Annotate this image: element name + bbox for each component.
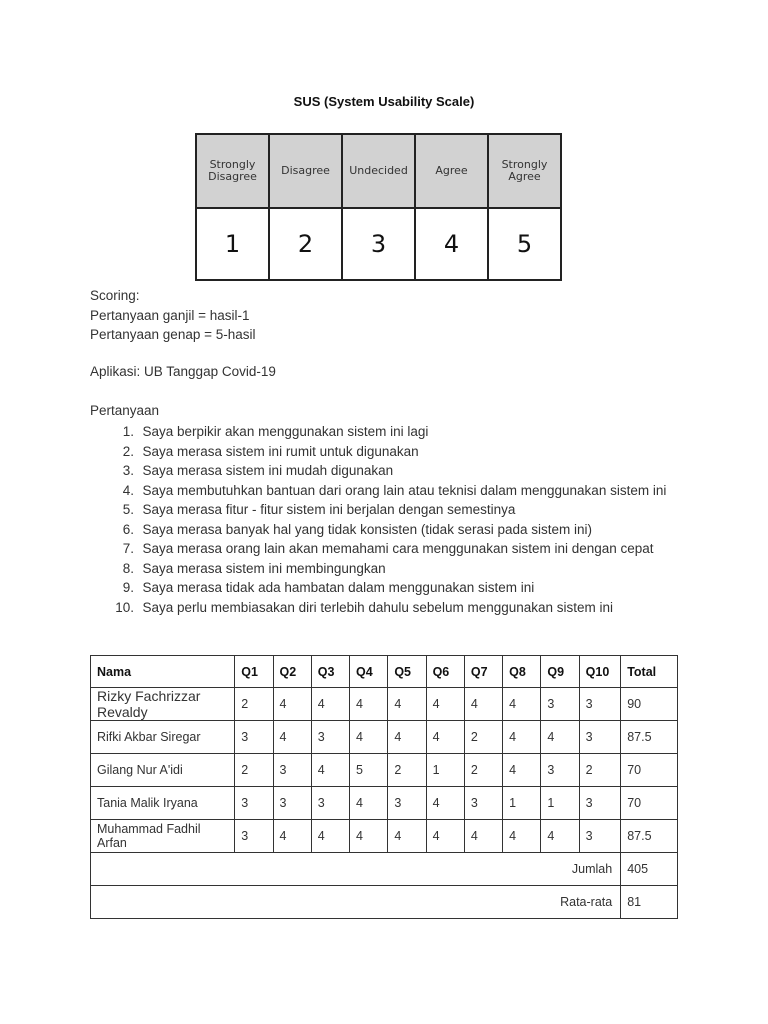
column-header: Q6: [426, 656, 464, 688]
question-text: Saya merasa sistem ini rumit untuk digunakan: [142, 443, 419, 459]
table-row: [91, 820, 678, 853]
page-title: SUS (System Usability Scale): [293, 94, 475, 109]
scale-label-3: Undecided: [342, 134, 415, 208]
scores-table: [90, 655, 678, 919]
column-header: Q1: [235, 656, 273, 688]
scale-value-4: 4: [415, 208, 488, 280]
question-text: Saya merasa sistem ini membingungkan: [142, 560, 386, 576]
question-text: Saya membutuhkan bantuan dari orang lain atau teknisi dalam menggunakan sistem ini: [142, 482, 667, 498]
scoring-odd-rule: Pertanyaan ganjil = hasil-1: [90, 307, 250, 323]
score-cell: 4: [350, 721, 388, 754]
question-item: [90, 598, 666, 618]
score-cell: 2: [388, 754, 426, 787]
question-item: [90, 461, 666, 481]
score-cell: 4: [273, 820, 311, 853]
score-cell: 4: [350, 820, 388, 853]
question-number: 4.: [122, 482, 134, 498]
table-row: [91, 754, 678, 787]
scoring-heading: Scoring:: [90, 288, 140, 303]
question-number: 6.: [122, 521, 134, 537]
column-header: Q2: [273, 656, 311, 688]
question-item: [90, 422, 666, 442]
scale-label-1: Strongly Disagree: [196, 134, 269, 208]
scale-value-2: 2: [269, 208, 342, 280]
score-cell: 1: [426, 754, 464, 787]
column-header: Q7: [464, 656, 502, 688]
score-cell: 3: [235, 820, 273, 853]
question-number: 3.: [122, 463, 134, 478]
question-number: 7.: [122, 541, 134, 556]
score-cell: 4: [503, 754, 541, 787]
score-cell: 3: [235, 721, 273, 754]
score-cell: 4: [464, 820, 502, 853]
score-cell: 70: [621, 787, 678, 820]
column-header: Q10: [579, 656, 621, 688]
score-cell: 4: [503, 820, 541, 853]
column-header: Nama: [91, 656, 235, 688]
question-text: Saya merasa fitur - fitur sistem ini berjalan dengan semestinya: [142, 502, 516, 517]
column-header: Total: [621, 656, 678, 688]
summary-value: 81: [621, 886, 678, 919]
score-cell: 4: [388, 688, 426, 721]
score-cell: 3: [579, 787, 621, 820]
scale-label-4: Agree: [415, 134, 488, 208]
column-header: Q9: [541, 656, 579, 688]
score-cell: 4: [541, 820, 579, 853]
scale-values-row: [196, 208, 561, 280]
participant-name-cell: Gilang Nur A'idi: [91, 754, 235, 787]
score-cell: 4: [464, 688, 502, 721]
score-cell: 87.5: [621, 721, 678, 754]
question-text: Saya merasa banyak hal yang tidak konsisten (tidak serasi pada sistem ini): [142, 521, 592, 537]
score-cell: 1: [503, 787, 541, 820]
summary-row: [91, 853, 678, 886]
scale-value-5: 5: [488, 208, 561, 280]
summary-value: 405: [621, 853, 678, 886]
question-number: 10.: [115, 599, 134, 615]
score-cell: 4: [388, 820, 426, 853]
score-cell: 4: [426, 721, 464, 754]
score-cell: 3: [311, 721, 349, 754]
question-text: Saya merasa sistem ini mudah digunakan: [142, 463, 394, 478]
scale-labels-row: [196, 134, 561, 208]
question-number: 5.: [122, 502, 134, 517]
column-header: Q3: [311, 656, 349, 688]
column-header: Q4: [350, 656, 388, 688]
score-cell: 4: [273, 688, 311, 721]
table-row: [91, 787, 678, 820]
column-header: Q5: [388, 656, 426, 688]
participant-name-cell: Tania Malik Iryana: [91, 787, 235, 820]
score-cell: 3: [579, 820, 621, 853]
summary-row: [91, 886, 678, 919]
scoring-even-rule: Pertanyaan genap = 5-hasil: [90, 327, 256, 342]
score-cell: 2: [464, 754, 502, 787]
questions-heading: Pertanyaan: [90, 403, 160, 418]
question-text: Saya perlu membiasakan diri terlebih dahulu sebelum menggunakan sistem ini: [142, 599, 614, 615]
scores-header-row: [91, 656, 678, 688]
score-cell: 4: [311, 820, 349, 853]
question-item: [90, 481, 666, 501]
question-text: Saya merasa orang lain akan memahami cara menggunakan sistem ini dengan cepat: [142, 541, 654, 556]
scale-label-2: Disagree: [269, 134, 342, 208]
score-cell: 4: [426, 787, 464, 820]
score-cell: 3: [541, 754, 579, 787]
score-cell: 4: [541, 721, 579, 754]
participant-name-cell: Muhammad Fadhil Arfan: [91, 820, 235, 853]
score-cell: 5: [350, 754, 388, 787]
score-cell: 2: [579, 754, 621, 787]
participant-name-cell: Rifki Akbar Siregar: [91, 721, 235, 754]
score-cell: 4: [503, 688, 541, 721]
score-cell: 2: [235, 688, 273, 721]
question-item: [90, 539, 666, 559]
summary-label: Rata-rata: [91, 886, 621, 919]
score-cell: 3: [464, 787, 502, 820]
score-cell: 3: [579, 688, 621, 721]
score-cell: 3: [388, 787, 426, 820]
score-cell: 4: [388, 721, 426, 754]
scale-label-5: Strongly Agree: [488, 134, 561, 208]
summary-label: Jumlah: [91, 853, 621, 886]
score-cell: 87.5: [621, 820, 678, 853]
question-item: [90, 442, 666, 462]
question-item: [90, 559, 666, 579]
questions-list: [90, 422, 666, 617]
score-cell: 1: [541, 787, 579, 820]
score-cell: 3: [541, 688, 579, 721]
question-item: [90, 500, 666, 520]
score-cell: 4: [273, 721, 311, 754]
question-number: 1.: [122, 424, 134, 439]
score-cell: 3: [311, 787, 349, 820]
score-cell: 3: [273, 754, 311, 787]
scoring-section: [90, 286, 256, 345]
score-cell: 4: [426, 820, 464, 853]
scale-value-1: 1: [196, 208, 269, 280]
score-cell: 4: [426, 688, 464, 721]
score-cell: 90: [621, 688, 678, 721]
likert-scale-table: [195, 133, 562, 281]
score-cell: 3: [579, 721, 621, 754]
table-row: [91, 688, 678, 721]
score-cell: 70: [621, 754, 678, 787]
question-text: Saya berpikir akan menggunakan sistem ini lagi: [142, 424, 429, 439]
score-cell: 4: [350, 688, 388, 721]
question-item: [90, 520, 666, 540]
question-number: 9.: [122, 580, 134, 595]
score-cell: 4: [350, 787, 388, 820]
score-cell: 2: [235, 754, 273, 787]
score-cell: 4: [503, 721, 541, 754]
scale-value-3: 3: [342, 208, 415, 280]
question-item: [90, 578, 666, 598]
score-cell: 3: [235, 787, 273, 820]
score-cell: 4: [311, 754, 349, 787]
score-cell: 4: [311, 688, 349, 721]
participant-name-cell: Rizky Fachrizzar Revaldy: [91, 688, 235, 721]
question-text: Saya merasa tidak ada hambatan dalam menggunakan sistem ini: [142, 580, 535, 595]
score-cell: 2: [464, 721, 502, 754]
column-header: Q8: [503, 656, 541, 688]
question-number: 2.: [122, 443, 134, 459]
question-number: 8.: [122, 560, 134, 576]
score-cell: 3: [273, 787, 311, 820]
table-row: [91, 721, 678, 754]
app-name-line: Aplikasi: UB Tanggap Covid-19: [90, 364, 276, 379]
